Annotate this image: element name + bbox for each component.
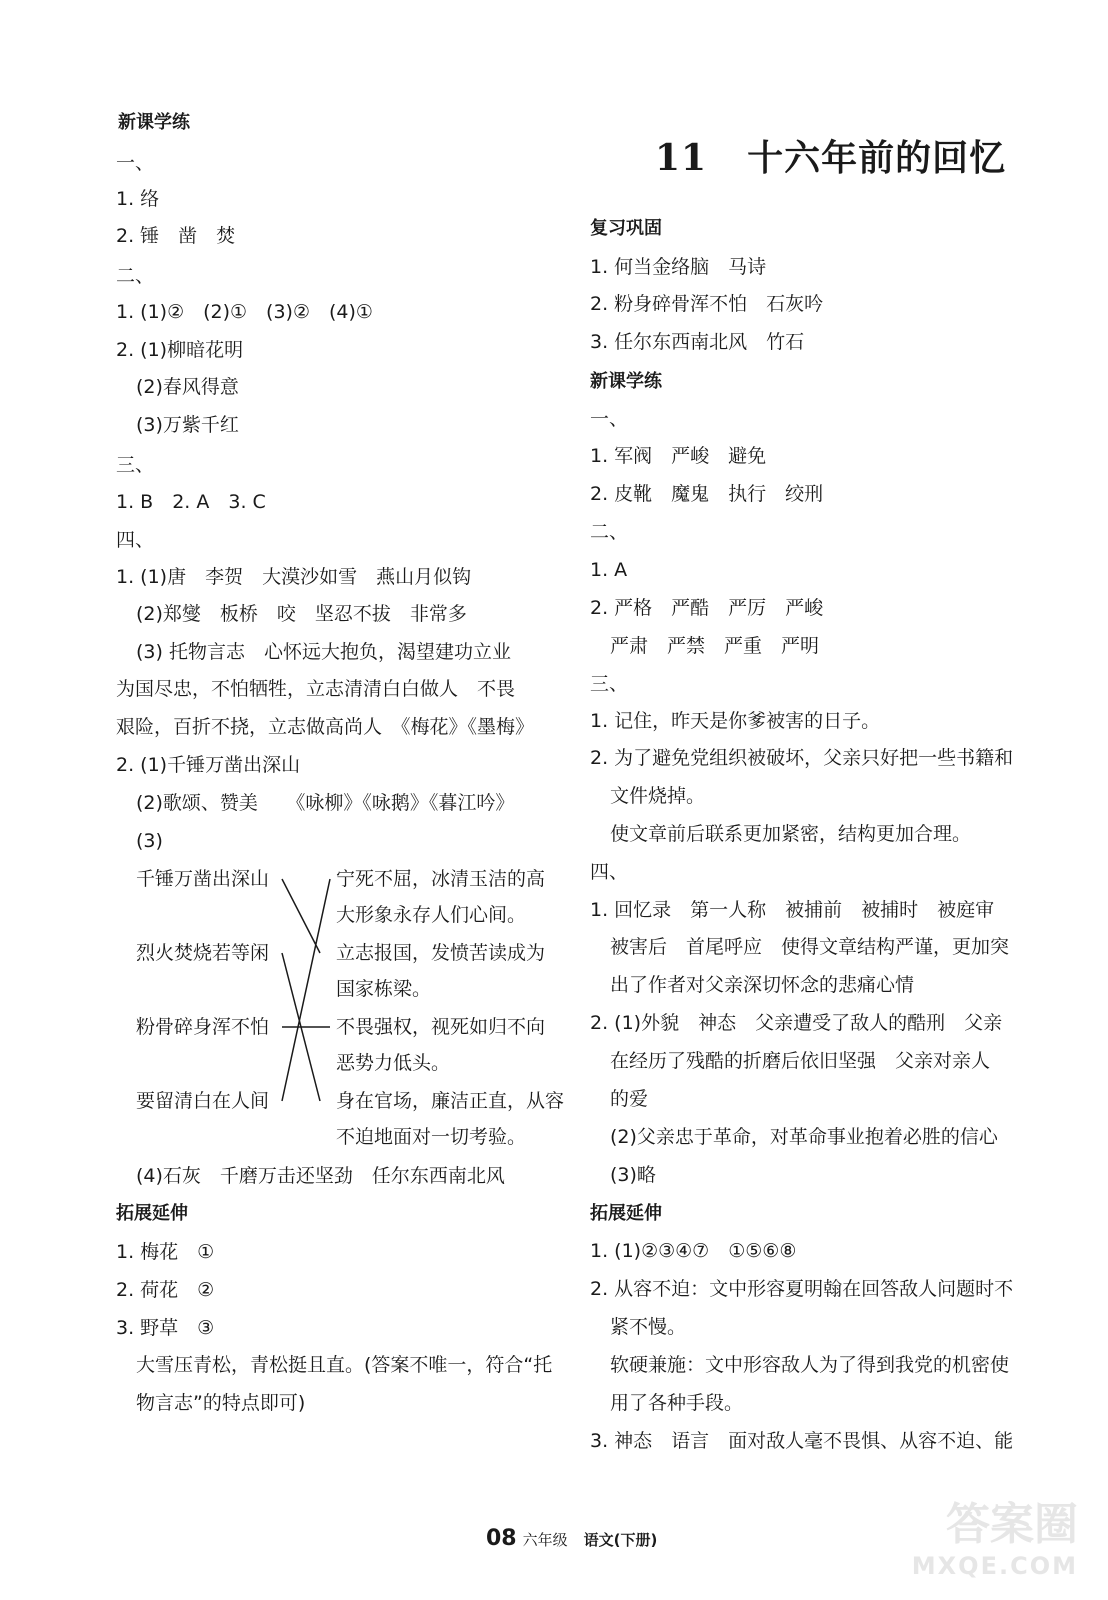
part-number: 四、 (116, 529, 155, 551)
lesson-number: 11 (655, 137, 708, 179)
answer-line: 在经历了残酷的折磨后依旧坚强 父亲对亲人 (610, 1050, 991, 1072)
answer-line: 物言志”的特点即可) (136, 1392, 306, 1414)
answer-line: (3)略 (610, 1164, 656, 1186)
match-right-item: 立志报国，发愤苦读成为 (336, 942, 546, 964)
answer-line: 严肃 严禁 严重 严明 (610, 635, 820, 657)
answer-line: 2. 锤 凿 焚 (116, 225, 236, 247)
part-number: 四、 (590, 861, 629, 883)
answer-line: 2. 为了避免党组织被破坏，父亲只好把一些书籍和 (590, 747, 1014, 769)
answer-line: 大雪压青松，青松挺且直。(答案不唯一，符合“托 (136, 1354, 553, 1376)
answer-line: 1. 梅花 ① (116, 1241, 215, 1263)
answer-line: 1. 何当金络脑 马诗 (590, 256, 767, 278)
answer-line: 1. 络 (116, 188, 160, 210)
subject-label: 语文(下册) (583, 1531, 658, 1549)
watermark-url: MXQE.COM (911, 1552, 1078, 1580)
match-right-item: 大形象永存人们心间。 (336, 904, 527, 926)
answer-line: 2. 皮靴 魔鬼 执行 绞刑 (590, 483, 824, 505)
section-heading: 新课学练 (590, 371, 662, 392)
match-left-item: 要留清白在人间 (136, 1090, 270, 1112)
match-line (282, 879, 330, 1101)
answer-line: 1. 军阀 严峻 避免 (590, 445, 767, 467)
answer-line: 2. (1)外貌 神态 父亲遭受了敌人的酷刑 父亲 (590, 1012, 1003, 1034)
part-number: 一、 (116, 152, 155, 174)
page-footer (486, 1526, 657, 1551)
section-heading: 复习巩固 (590, 218, 662, 239)
answer-line: (3) 托物言志 心怀远大抱负，渴望建功立业 (136, 641, 511, 663)
match-right-item: 恶势力低头。 (336, 1052, 451, 1074)
answer-line: (2)父亲忠于革命，对革命事业抱着必胜的信心 (610, 1126, 998, 1148)
section-heading: 新课学练 (118, 112, 190, 133)
answer-line: 1. (1)唐 李贺 大漠沙如雪 燕山月似钩 (116, 566, 472, 588)
match-left-item: 粉骨碎身浑不怕 (136, 1016, 270, 1038)
answer-line: 为国尽忠，不怕牺牲，立志清清白白做人 不畏 (116, 678, 516, 700)
section-heading: 拓展延伸 (590, 1203, 662, 1224)
answer-line: 1. (1)②③④⑦ ①⑤⑥⑧ (590, 1240, 797, 1262)
answer-line: (2)春风得意 (136, 376, 239, 398)
match-right-item: 身在官场，廉洁正直，从容 (336, 1090, 565, 1112)
answer-line: 2. 严格 严酷 严厉 严峻 (590, 597, 824, 619)
answer-line: (4)石灰 千磨万击还坚劲 任尔东西南北风 (136, 1165, 505, 1187)
answer-line: 1. 记住，昨天是你爹被害的日子。 (590, 710, 881, 732)
match-right-item: 不畏强权，视死如归不向 (336, 1016, 546, 1038)
answer-line: 1. B 2. A 3. C (116, 491, 266, 513)
match-left-item: 千锤万凿出深山 (136, 868, 270, 890)
lesson-name: 十六年前的回忆 (747, 137, 1007, 179)
match-left-item: 烈火焚烧若等闲 (136, 942, 270, 964)
answer-line: 出了作者对父亲深切怀念的悲痛心情 (610, 974, 915, 996)
answer-line: 3. 任尔东西南北风 竹石 (590, 331, 805, 353)
answer-line: 被害后 首尾呼应 使得文章结构严谨，更加突 (610, 936, 1010, 958)
lesson-title (655, 130, 1006, 181)
answer-line: 2. 从容不迫：文中形容夏明翰在回答敌人问题时不 (590, 1278, 1014, 1300)
page-number: 08 (486, 1526, 517, 1551)
answer-line: 2. (1)千锤万凿出深山 (116, 754, 301, 776)
answer-line: 使文章前后联系更加紧密，结构更加合理。 (610, 823, 972, 845)
answer-line: 紧不慢。 (610, 1316, 687, 1338)
answer-line: 3. 野草 ③ (116, 1317, 215, 1339)
watermark-logo (912, 1488, 1078, 1580)
match-right-item: 宁死不屈，冰清玉洁的高 (336, 868, 546, 890)
match-right-item: 国家栋梁。 (336, 978, 432, 1000)
section-heading: 拓展延伸 (116, 1203, 188, 1224)
answer-line: (2)歌颂、赞美 《咏柳》《咏鹅》《暮江吟》 (136, 792, 515, 814)
answer-line: 用了各种手段。 (610, 1392, 744, 1414)
answer-line: (3)万紫千红 (136, 414, 239, 436)
answer-line: 2. 荷花 ② (116, 1279, 215, 1301)
answer-line: 的爱 (610, 1088, 649, 1110)
answer-line: 3. 神态 语言 面对敌人毫不畏惧、从容不迫、能 (590, 1430, 1014, 1452)
watermark-text: 答案圈 (946, 1499, 1078, 1550)
match-line (282, 879, 320, 953)
answer-line: 1. 回忆录 第一人称 被捕前 被捕时 被庭审 (590, 899, 995, 921)
part-number: 二、 (116, 265, 155, 287)
answer-line: 文件烧掉。 (610, 785, 706, 807)
answer-line: 艰险，百折不挠，立志做高尚人 《梅花》《墨梅》 (116, 716, 535, 738)
match-right-item: 不迫地面对一切考验。 (336, 1126, 527, 1148)
answer-line: 1. A (590, 559, 628, 581)
part-number: 三、 (116, 454, 155, 476)
answer-line: (3) (136, 830, 163, 852)
part-number: 二、 (590, 521, 629, 543)
answer-line: 2. 粉身碎骨浑不怕 石灰吟 (590, 293, 824, 315)
part-number: 三、 (590, 673, 629, 695)
answer-line: 软硬兼施：文中形容敌人为了得到我党的机密使 (610, 1354, 1010, 1376)
answer-line: 1. (1)② (2)① (3)② (4)① (116, 301, 373, 323)
answer-line: 2. (1)柳暗花明 (116, 339, 244, 361)
answer-line: (2)郑燮 板桥 咬 坚忍不拔 非常多 (136, 603, 467, 625)
part-number: 一、 (590, 408, 629, 430)
grade-label: 六年级 (522, 1531, 568, 1549)
